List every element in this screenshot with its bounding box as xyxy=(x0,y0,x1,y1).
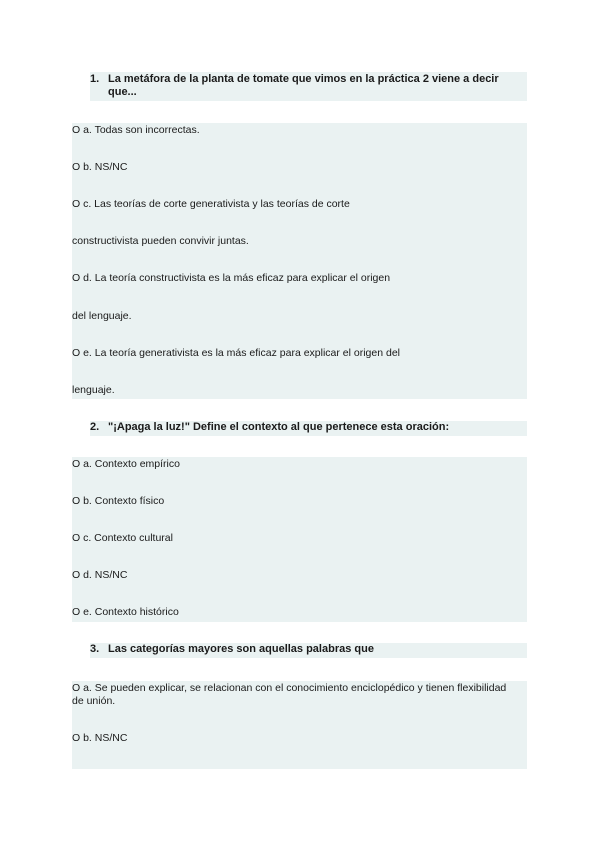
option-line: O e. Contexto histórico xyxy=(72,606,179,618)
question-1-heading xyxy=(90,72,527,101)
option-line: O b. Contexto físico xyxy=(72,495,165,507)
option-line: del lenguaje. xyxy=(72,310,132,322)
option-line: lenguaje. xyxy=(72,384,115,396)
option-line: O b. NS/NC xyxy=(72,732,128,744)
question-2-heading xyxy=(90,421,527,436)
question-number: 3. xyxy=(90,643,100,655)
question-text: La metáfora de la planta de tomate que vimos en la práctica 2 viene a decir que... xyxy=(108,73,499,98)
question-text: Las categorías mayores son aquellas palabras que xyxy=(108,643,374,655)
option-line: O a. Todas son incorrectas. xyxy=(72,124,200,136)
question-text: "¡Apaga la luz!" Define el contexto al que pertenece esta oración: xyxy=(108,421,450,433)
question-number: 1. xyxy=(90,73,100,85)
option-line: O a. Se pueden explicar, se relacionan con el conocimiento enciclopédico y tienen flexibilidad de unión. xyxy=(72,682,507,707)
option-line: O d. NS/NC xyxy=(72,569,128,581)
option-line: constructivista pueden convivir juntas. xyxy=(72,235,249,247)
option-line: O c. Contexto cultural xyxy=(72,532,173,544)
option-line: O b. NS/NC xyxy=(72,161,128,173)
option-line: O d. La teoría constructivista es la más eficaz para explicar el origen xyxy=(72,272,391,284)
question-number: 2. xyxy=(90,421,100,433)
option-line: O a. Contexto empírico xyxy=(72,458,180,470)
question-3-heading xyxy=(90,643,527,658)
option-line: O c. Las teorías de corte generativista y las teorías de corte xyxy=(72,198,350,210)
option-line: O e. La teoría generativista es la más eficaz para explicar el origen del xyxy=(72,347,401,359)
